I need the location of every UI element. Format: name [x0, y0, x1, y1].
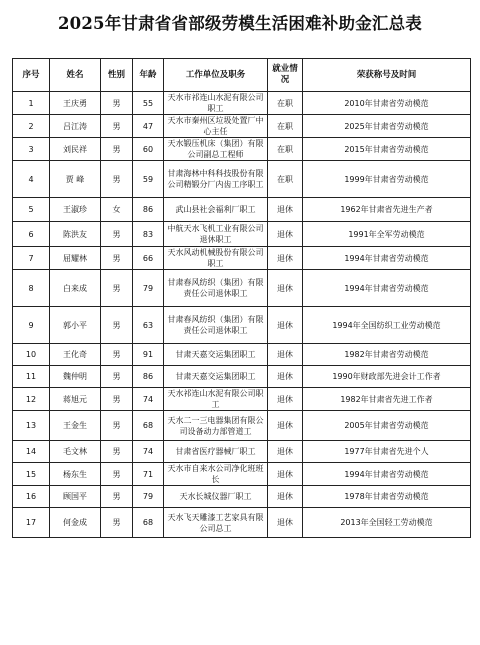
cell-employment-status: 退休	[268, 411, 303, 441]
cell-honor: 1977年甘肃省先进个人	[303, 441, 471, 463]
table-row	[13, 115, 471, 138]
table-row	[13, 463, 471, 486]
cell-name: 王化奇	[50, 344, 101, 366]
cell-name: 吕江涛	[50, 115, 101, 138]
cell-work-unit: 天水市自来水公司净化班班长	[164, 463, 268, 486]
table-row	[13, 508, 471, 538]
cell-work-unit: 甘肃省医疗器械厂职工	[164, 441, 268, 463]
cell-honor: 1994年甘肃省劳动模范	[303, 270, 471, 307]
table-row	[13, 92, 471, 115]
table-row	[13, 441, 471, 463]
cell-gender: 男	[101, 161, 133, 198]
cell-age: 59	[133, 161, 164, 198]
cell-honor: 1982年甘肃省劳动模范	[303, 344, 471, 366]
table-row	[13, 270, 471, 307]
cell-employment-status: 在职	[268, 115, 303, 138]
cell-index: 14	[13, 441, 50, 463]
header-gender: 性别	[101, 59, 133, 92]
cell-work-unit: 甘肃天嘉交运集团职工	[164, 344, 268, 366]
cell-work-unit: 甘肃海林中科科技股份有限公司精锻分厂内齿工序职工	[164, 161, 268, 198]
cell-employment-status: 退休	[268, 463, 303, 486]
cell-gender: 男	[101, 486, 133, 508]
table-row	[13, 388, 471, 411]
cell-honor: 1991年全军劳动模范	[303, 222, 471, 247]
cell-gender: 男	[101, 270, 133, 307]
cell-name: 陈洪友	[50, 222, 101, 247]
cell-index: 10	[13, 344, 50, 366]
cell-age: 60	[133, 138, 164, 161]
cell-employment-status: 退休	[268, 388, 303, 411]
cell-gender: 男	[101, 463, 133, 486]
cell-age: 74	[133, 388, 164, 411]
cell-honor: 2013年全国轻工劳动模范	[303, 508, 471, 538]
cell-index: 6	[13, 222, 50, 247]
cell-employment-status: 在职	[268, 161, 303, 198]
header-employment-status: 就业情况	[268, 59, 303, 92]
cell-honor: 1990年财政部先进会计工作者	[303, 366, 471, 388]
cell-honor: 1994年甘肃省劳动模范	[303, 463, 471, 486]
cell-name: 刘民祥	[50, 138, 101, 161]
cell-gender: 男	[101, 307, 133, 344]
cell-age: 47	[133, 115, 164, 138]
cell-gender: 男	[101, 222, 133, 247]
cell-employment-status: 退休	[268, 366, 303, 388]
cell-name: 毛文林	[50, 441, 101, 463]
cell-gender: 男	[101, 247, 133, 270]
cell-work-unit: 武山县社会福利厂职工	[164, 198, 268, 222]
cell-index: 1	[13, 92, 50, 115]
cell-work-unit: 天水长城仪器厂职工	[164, 486, 268, 508]
cell-index: 5	[13, 198, 50, 222]
cell-name: 蒋旭元	[50, 388, 101, 411]
cell-work-unit: 天水二一三电器集团有限公司设备动力部管道工	[164, 411, 268, 441]
cell-employment-status: 退休	[268, 508, 303, 538]
table-row	[13, 307, 471, 344]
cell-index: 17	[13, 508, 50, 538]
table-row	[13, 411, 471, 441]
cell-honor: 1994年全国纺织工业劳动模范	[303, 307, 471, 344]
document-title: 2025年甘肃省省部级劳模生活困难补助金汇总表	[57, 14, 423, 33]
cell-index: 12	[13, 388, 50, 411]
cell-honor: 1978年甘肃省劳动模范	[303, 486, 471, 508]
cell-age: 86	[133, 198, 164, 222]
cell-employment-status: 退休	[268, 486, 303, 508]
cell-index: 2	[13, 115, 50, 138]
header-index: 序号	[13, 59, 50, 92]
cell-name: 郭小平	[50, 307, 101, 344]
cell-employment-status: 退休	[268, 222, 303, 247]
cell-name: 王淑珍	[50, 198, 101, 222]
cell-work-unit: 甘肃春风纺织（集团）有限责任公司退休职工	[164, 307, 268, 344]
header-age: 年龄	[133, 59, 164, 92]
cell-honor: 2010年甘肃省劳动模范	[303, 92, 471, 115]
table-row	[13, 366, 471, 388]
cell-age: 79	[133, 270, 164, 307]
cell-age: 68	[133, 411, 164, 441]
cell-work-unit: 甘肃春风纺织（集团）有限责任公司退休职工	[164, 270, 268, 307]
cell-honor: 2005年甘肃省劳动模范	[303, 411, 471, 441]
cell-name: 王金生	[50, 411, 101, 441]
cell-honor: 1982年甘肃省先进工作者	[303, 388, 471, 411]
cell-work-unit: 天水锻压机床（集团）有限公司副总工程师	[164, 138, 268, 161]
cell-work-unit: 天水风动机械股份有限公司职工	[164, 247, 268, 270]
cell-name: 白来成	[50, 270, 101, 307]
cell-name: 贾 峰	[50, 161, 101, 198]
cell-index: 9	[13, 307, 50, 344]
cell-employment-status: 在职	[268, 138, 303, 161]
cell-age: 63	[133, 307, 164, 344]
cell-gender: 男	[101, 508, 133, 538]
cell-employment-status: 退休	[268, 307, 303, 344]
cell-work-unit: 甘肃天嘉交运集团职工	[164, 366, 268, 388]
cell-name: 魏仲明	[50, 366, 101, 388]
subsidy-summary-table	[12, 58, 471, 538]
header-work-unit: 工作单位及职务	[164, 59, 268, 92]
cell-index: 16	[13, 486, 50, 508]
cell-gender: 男	[101, 138, 133, 161]
cell-index: 15	[13, 463, 50, 486]
cell-gender: 男	[101, 92, 133, 115]
cell-index: 3	[13, 138, 50, 161]
cell-age: 68	[133, 508, 164, 538]
cell-employment-status: 退休	[268, 247, 303, 270]
table-row	[13, 222, 471, 247]
cell-work-unit: 天水市秦州区垃圾处置厂中心主任	[164, 115, 268, 138]
cell-employment-status: 退休	[268, 270, 303, 307]
cell-age: 71	[133, 463, 164, 486]
cell-name: 屈耀林	[50, 247, 101, 270]
cell-employment-status: 退休	[268, 198, 303, 222]
cell-index: 13	[13, 411, 50, 441]
cell-employment-status: 在职	[268, 92, 303, 115]
cell-honor: 1962年甘肃省先进生产者	[303, 198, 471, 222]
cell-index: 7	[13, 247, 50, 270]
header-name: 姓名	[50, 59, 101, 92]
cell-age: 55	[133, 92, 164, 115]
cell-employment-status: 退休	[268, 441, 303, 463]
cell-index: 8	[13, 270, 50, 307]
cell-honor: 1994年甘肃省劳动模范	[303, 247, 471, 270]
cell-gender: 男	[101, 115, 133, 138]
cell-honor: 2025年甘肃省劳动模范	[303, 115, 471, 138]
cell-work-unit: 中航天水飞机工业有限公司退休职工	[164, 222, 268, 247]
header-honor: 荣获称号及时间	[303, 59, 471, 92]
table-row	[13, 138, 471, 161]
cell-name: 王庆勇	[50, 92, 101, 115]
cell-gender: 男	[101, 366, 133, 388]
cell-honor: 2015年甘肃省劳动模范	[303, 138, 471, 161]
cell-work-unit: 天水飞天雕漆工艺家具有限公司总工	[164, 508, 268, 538]
cell-work-unit: 天水市祁连山水泥有限公司职工	[164, 92, 268, 115]
table-row	[13, 198, 471, 222]
cell-age: 66	[133, 247, 164, 270]
table-row	[13, 161, 471, 198]
cell-employment-status: 退休	[268, 344, 303, 366]
cell-age: 83	[133, 222, 164, 247]
cell-age: 91	[133, 344, 164, 366]
cell-work-unit: 天水祁连山水泥有限公司职工	[164, 388, 268, 411]
table-body	[13, 92, 471, 538]
cell-honor: 1999年甘肃省劳动模范	[303, 161, 471, 198]
cell-age: 74	[133, 441, 164, 463]
cell-index: 4	[13, 161, 50, 198]
cell-gender: 女	[101, 198, 133, 222]
cell-gender: 男	[101, 411, 133, 441]
cell-name: 何金成	[50, 508, 101, 538]
cell-age: 86	[133, 366, 164, 388]
table-header-row	[13, 59, 471, 92]
cell-index: 11	[13, 366, 50, 388]
table-row	[13, 247, 471, 270]
cell-gender: 男	[101, 344, 133, 366]
cell-age: 79	[133, 486, 164, 508]
cell-gender: 男	[101, 441, 133, 463]
cell-gender: 男	[101, 388, 133, 411]
table-row	[13, 486, 471, 508]
cell-name: 杨东生	[50, 463, 101, 486]
table-row	[13, 344, 471, 366]
cell-name: 顾国平	[50, 486, 101, 508]
